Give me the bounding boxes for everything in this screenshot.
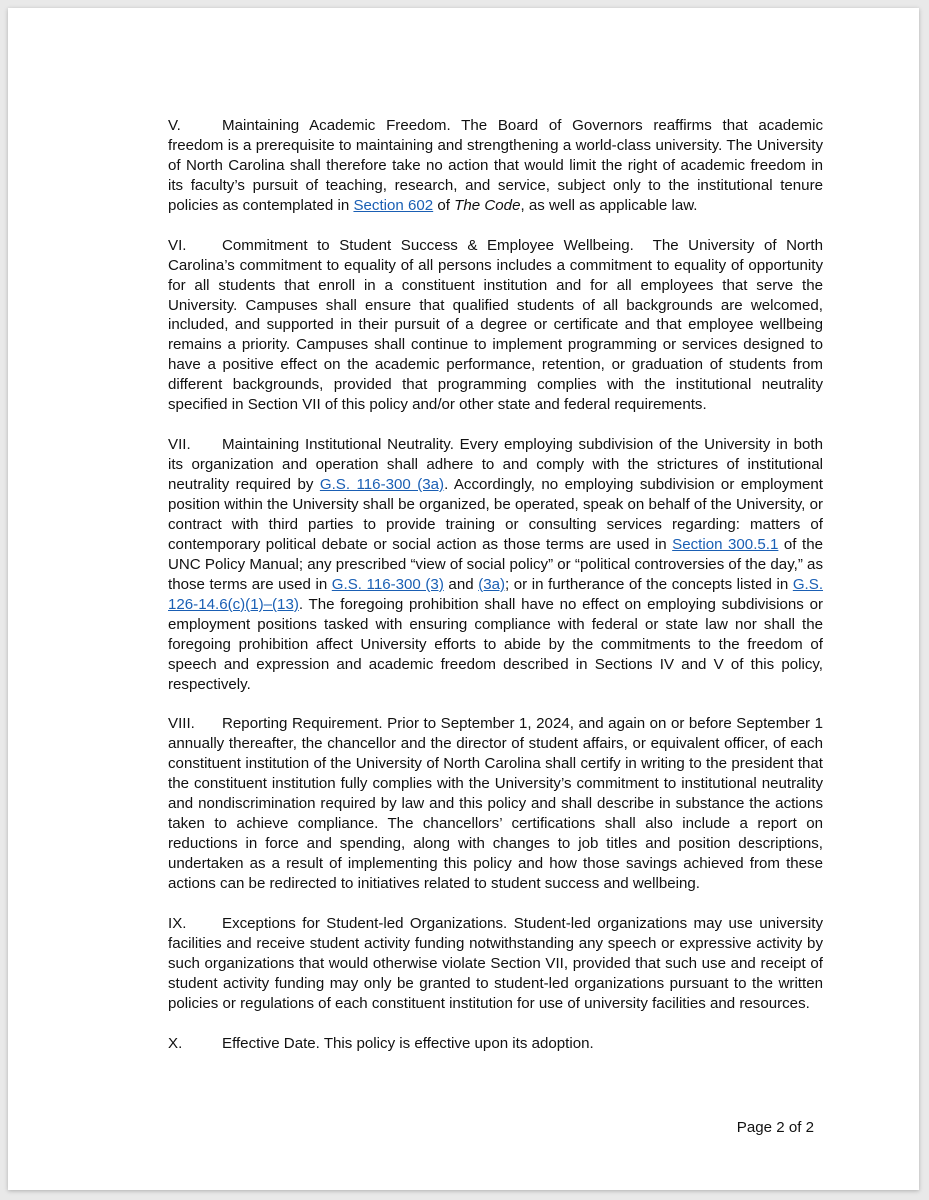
section-text: of [437,196,450,214]
section-text: ; or in furtherance of the concepts listed in [505,575,789,593]
section-title: Maintaining Academic Freedom. [222,117,451,134]
document-page [8,8,919,1190]
section-text: Student-led organizations may use university facilities and receive student activity funding notwithstanding any speech or expressive activity by such organizations that would otherwise violate Section VII, provided that such use and receipt of student activity funding may only be granted to student-led organizations pursuant to the written policies or regulations of each constituent institution for use of university facilities and resources. [168,914,823,1012]
section-title: Reporting Requirement. [222,715,383,733]
section-vii [168,435,823,694]
gs-116-300-3a-link[interactable]: G.S. 116-300 (3a) [319,476,445,494]
gs-116-300-3-link[interactable]: G.S. 116-300 (3) [331,575,444,593]
section-title: Exceptions for Student-led Organizations. [222,914,508,932]
section-v [168,116,823,216]
section-number: VII. [168,436,191,454]
section-602-link[interactable]: Section 602 [353,196,434,214]
section-text: Every employing subdivision of the University in both its organization and operation shall adhere to and comply with the strictures of institutional neutrality required by [168,436,823,494]
page-number: Page 2 of 2 [736,1119,814,1136]
policy-body [168,116,823,1073]
gs-126-14-6-link[interactable]: G.S. 126-14.6(c)(1)–(13) [168,575,824,613]
section-number: VIII. [168,715,195,733]
section-title: Maintaining Institutional Neutrality. [222,436,454,454]
section-x [168,1034,823,1054]
section-title: Commitment to Student Success & Employee Wellbeing. [222,236,634,254]
section-ix [168,914,823,1014]
section-title: Effective Date. [222,1034,320,1052]
section-number: VI. [168,236,187,254]
section-300-5-1-link[interactable]: Section 300.5.1 [672,535,779,553]
section-text: , as well as applicable law. [520,196,698,214]
3a-link[interactable]: (3a) [478,575,506,593]
section-text: This policy is effective upon its adoption. [323,1034,594,1052]
section-text: The Board of Governors reaffirms that academic freedom is a prerequisite to maintaining and strengthening a world-class university. The University of North Carolina shall therefore take no action that would limit the right of academic freedom in its faculty’s pursuit of teaching, research, and service, subject only to the institutional tenure policies as contemplated in [168,117,824,214]
section-number: IX. [168,914,187,932]
section-text: . Accordingly, no employing subdivision or employment position within the University shall be organized, be operated, speak on behalf of the University, or contract with third parties to provide training or consulting services regarding: matters of contemporary political debate or social action as those terms are used in [168,476,824,553]
section-text: of the UNC Policy Manual; any prescribed “view of social policy” or “political controversies of the day,” as those terms are used in [168,535,823,593]
code-title: The Code [454,196,521,214]
section-text: . The foregoing prohibition shall have no effect on employing subdivisions or employment positions tasked with ensuring compliance with federal or state law nor shall the foregoing prohibition affect University efforts to abide by the commitments to the freedom of speech and expression and academic freedom described in Sections IV and V of this policy, respectively. [168,595,823,693]
section-number: X. [168,1034,183,1052]
section-number: V. [168,117,181,134]
section-text: The University of North Carolina’s commitment to equality of all persons includes a commitment to equality of opportunity for all students that enroll in a constituent institution and for all employees that serve the University. Campuses shall ensure that qualified students of all backgrounds are welcomed, included, and supported in their pursuit of a degree or certificate and that employee wellbeing remains a priority. Campuses shall continue to implement programming or services designed to have a positive effect on the academic performance, retention, or graduation of students from different backgrounds, provided that programming complies with the institutional neutrality specified in Section VII of this policy and/or other state and federal requirements. [168,236,823,414]
section-viii [168,714,823,894]
section-vi [168,236,823,416]
section-text: and [448,575,474,593]
section-text: Prior to September 1, 2024, and again on or before September 1 annually thereafter, the chancellor and the director of student affairs, or equivalent officer, of each constituent institution of the University of North Carolina shall certify in writing to the president that the constituent institution fully complies with the University’s commitment to institutional neutrality and nondiscrimination required by law and this policy and shall describe in substance the actions taken to achieve compliance. The chancellors’ certifications shall also include a report on reductions in force and spending, along with changes to job titles and position descriptions, undertaken as a result of implementing this policy and how those savings achieved from these actions can be redirected to initiatives related to student success and wellbeing. [168,715,824,893]
